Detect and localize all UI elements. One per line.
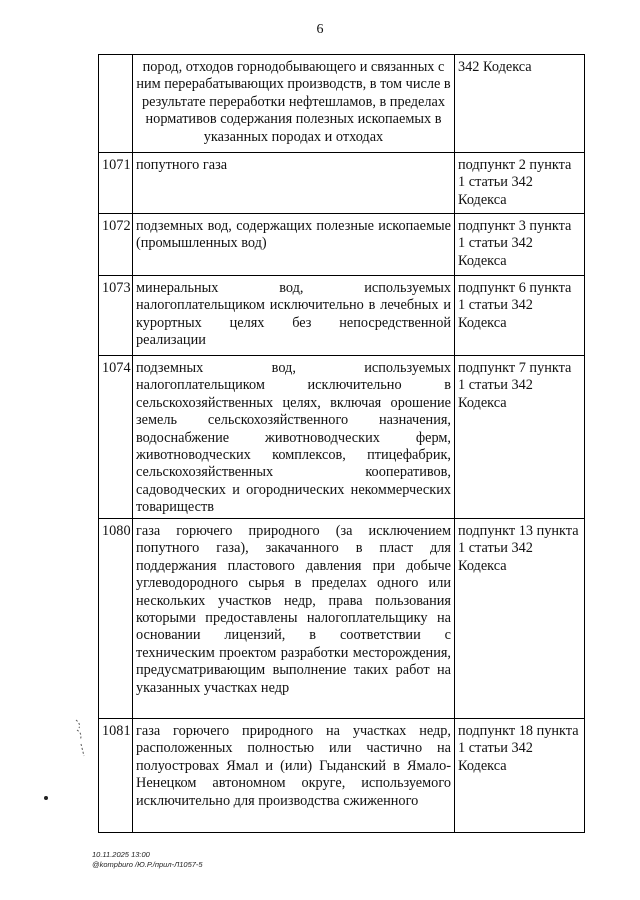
row-description: пород, отходов горнодобывающего и связанных с ним перерабатывающих производств, в том числе в результате переработки нефтешламов, в пределах нормативов содержания полезных ископаемых в указанных породах и отходах (133, 55, 455, 153)
row-number: 1080 (99, 519, 133, 719)
row-description: подземных вод, используемых налогоплательщиком исключительно в сельскохозяйственных целях, включая орошение земель сельскохозяйственного назначения, водоснабжение животноводческих ферм, животноводческих комплексов, птицефабрик, сельскохозяйственных кооперативов, садоводческих и огороднических некоммерческих товариществ (133, 356, 455, 519)
footer-timestamp: 10.11.2025 13:00 (92, 850, 150, 859)
row-reference: подпункт 6 пункта 1 статьи 342 Кодекса (455, 276, 585, 356)
table-row (99, 356, 585, 519)
footer-document-code: @kompburo /Ю.Р./прил-Л1057-5 (92, 860, 203, 869)
row-number: 1072 (99, 214, 133, 276)
table-row (99, 214, 585, 276)
row-reference: подпункт 7 пункта 1 статьи 342 Кодекса (455, 356, 585, 519)
table-row (99, 55, 585, 153)
row-description: газа горючего природного на участках недр, расположенных полностью или частично на полуостровах Ямал и (или) Гыданский в Ямало-Ненецком автономном округе, используемого исключительно для производства сжиженного (133, 719, 455, 833)
row-number: 1081 (99, 719, 133, 833)
row-number: 1071 (99, 153, 133, 214)
margin-pencil-mark (72, 716, 92, 766)
document-footer (92, 850, 203, 870)
row-reference: 342 Кодекса (455, 55, 585, 153)
row-number: 1073 (99, 276, 133, 356)
row-reference: подпункт 3 пункта 1 статьи 342 Кодекса (455, 214, 585, 276)
row-description: попутного газа (133, 153, 455, 214)
row-number (99, 55, 133, 153)
row-reference: подпункт 13 пункта 1 статьи 342 Кодекса (455, 519, 585, 719)
row-description: подземных вод, содержащих полезные ископаемые (промышленных вод) (133, 214, 455, 276)
table-row (99, 519, 585, 719)
row-description: газа горючего природного (за исключением попутного газа), закачанного в пласт для поддержания пластового давления при добыче углеводородного сырья в пределах одного или нескольких участков недр, права пользования которыми предоставлены налогоплательщику на основании лицензий, в соответствии с техническим проектом разработки месторождения, предусматривающим выполнение таких работ на указанных участках недр (133, 519, 455, 719)
page-number: 6 (316, 22, 324, 37)
row-number: 1074 (99, 356, 133, 519)
margin-dot (44, 796, 48, 800)
row-reference: подпункт 18 пункта 1 статьи 342 Кодекса (455, 719, 585, 833)
table-row (99, 719, 585, 833)
table-row (99, 153, 585, 214)
table-row (99, 276, 585, 356)
row-description: минеральных вод, используемых налогоплательщиком исключительно в лечебных и курортных целях без непосредственной реализации (133, 276, 455, 356)
tax-code-table (98, 54, 585, 833)
row-reference: подпункт 2 пункта 1 статьи 342 Кодекса (455, 153, 585, 214)
